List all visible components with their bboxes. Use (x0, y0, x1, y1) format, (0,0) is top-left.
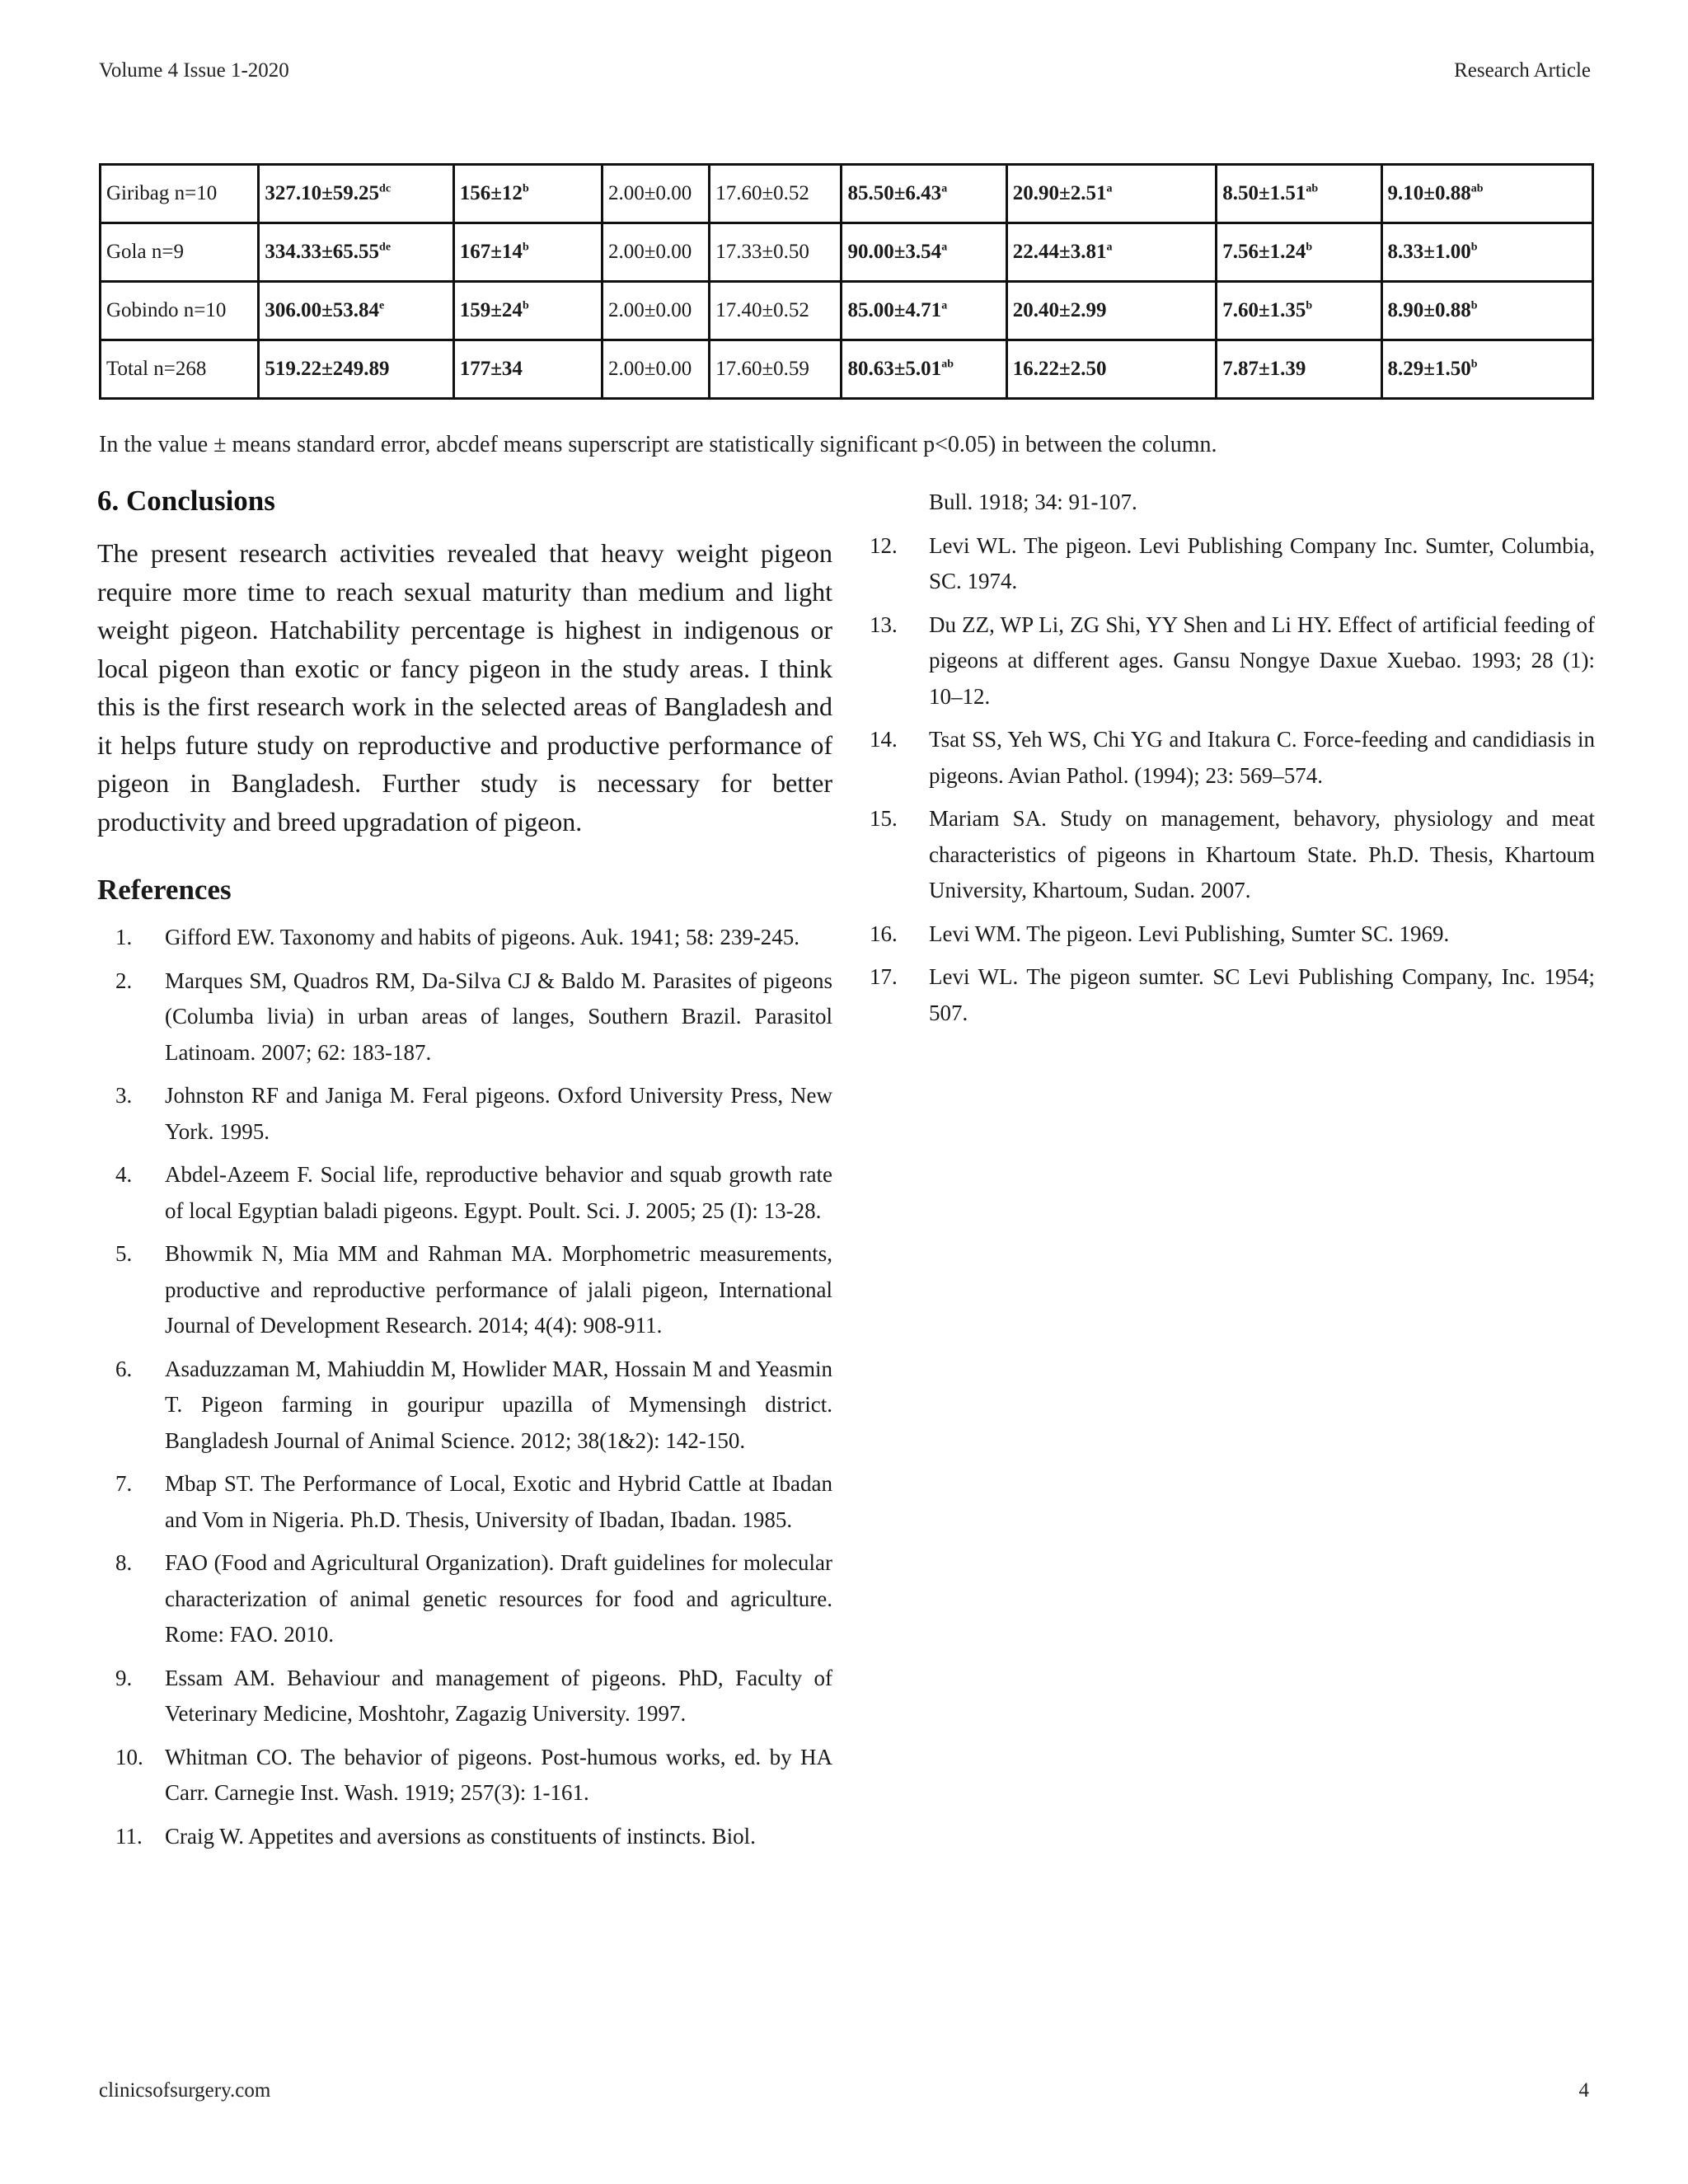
significance-superscript: a (1106, 182, 1113, 195)
cell-value: 8.50±1.51 (1222, 182, 1306, 204)
cell-value: 7.56±1.24 (1222, 241, 1306, 263)
cell-value: Gola n=9 (106, 241, 184, 263)
conclusions-heading: 6. Conclusions (97, 485, 275, 517)
table-cell (1006, 282, 1216, 340)
reference-number: 2. (115, 968, 133, 993)
table-cell (842, 223, 1006, 282)
reference-number: 4. (115, 1162, 133, 1187)
reference-text: Gifford EW. Taxonomy and habits of pigeons. Auk. 1941; 58: 239-245. (165, 925, 800, 949)
reference-item (97, 1352, 832, 1460)
reference-item (97, 1545, 832, 1653)
significance-superscript: dc (379, 182, 392, 195)
significance-superscript: b (522, 299, 529, 312)
reference-item (97, 1078, 832, 1150)
cell-value: 17.40±0.52 (715, 299, 809, 321)
significance-superscript: b (1470, 358, 1478, 371)
journal-volume: Volume 4 Issue 1-2020 (99, 59, 289, 82)
reference-number: 9. (115, 1665, 133, 1690)
reference-item (870, 916, 1595, 953)
significance-superscript: de (379, 241, 392, 254)
table-cell (842, 282, 1006, 340)
table-cell (259, 340, 453, 399)
cell-value: 177±34 (459, 358, 523, 380)
table-cell (1217, 165, 1381, 223)
cell-value: 20.40±2.99 (1012, 299, 1107, 321)
reference-number: 10. (115, 1744, 143, 1769)
table-cell (603, 223, 710, 282)
reference-number: 7. (115, 1471, 133, 1496)
significance-superscript: b (1306, 299, 1313, 312)
reference-item (97, 1740, 832, 1811)
table-cell (1217, 223, 1381, 282)
reference-text: Asaduzzaman M, Mahiuddin M, Howlider MAR, Hossain M and Yeasmin T. Pigeon farming in gouripur upazilla of Mymensingh district. Bangladesh Journal of Animal Science. 2012; 38(1&2): 142-150. (165, 1356, 832, 1453)
table-cell (1381, 282, 1592, 340)
reference-number: 15. (870, 806, 898, 831)
significance-superscript: ab (1306, 182, 1319, 195)
reference-item (97, 1466, 832, 1538)
cell-value: 22.44±3.81 (1012, 241, 1107, 263)
cell-value: 8.29±1.50 (1387, 358, 1471, 380)
reference-item (97, 920, 832, 956)
cell-value: Giribag n=10 (106, 182, 218, 204)
cell-value: 7.60±1.35 (1222, 299, 1306, 321)
reference-text: Levi WL. The pigeon. Levi Publishing Company Inc. Sumter, Columbia, SC. 1974. (929, 532, 1595, 593)
reference-item (870, 801, 1595, 909)
reference-text: Levi WL. The pigeon sumter. SC Levi Publishing Company, Inc. 1954; 507. (929, 964, 1595, 1025)
cell-value: 8.90±0.88 (1387, 299, 1471, 321)
reference-item (97, 1819, 832, 1855)
cell-value: 334.33±65.55 (265, 241, 380, 263)
table-cell (1006, 223, 1216, 282)
significance-superscript: b (1470, 299, 1478, 312)
cell-value: Gobindo n=10 (106, 299, 227, 321)
references-list-right (870, 528, 1595, 1032)
cell-value: 85.50±6.43 (847, 182, 942, 204)
significance-superscript: b (1470, 241, 1478, 254)
cell-value: 156±12 (459, 182, 523, 204)
cell-value: 519.22±249.89 (265, 358, 390, 380)
cell-value: 159±24 (459, 299, 523, 321)
reference-text: Tsat SS, Yeh WS, Chi YG and Itakura C. Force-feeding and candidiasis in pigeons. Avian Pathol. (1994); 23: 569–574. (929, 727, 1595, 788)
right-column (870, 485, 1595, 1038)
table-cell (1381, 340, 1592, 399)
significance-superscript: b (1306, 241, 1313, 254)
significance-superscript: b (522, 241, 529, 254)
table-cell (101, 223, 259, 282)
table-cell (259, 165, 453, 223)
reference-item (870, 528, 1595, 600)
reference-text: Du ZZ, WP Li, ZG Shi, YY Shen and Li HY. Effect of artificial feeding of pigeons at different ages. Gansu Nongye Daxue Xuebao. 1993; 28 (1): 10–12. (929, 612, 1595, 709)
table-cell (1006, 165, 1216, 223)
table-cell (101, 282, 259, 340)
reference-text: Essam AM. Behaviour and management of pigeons. PhD, Faculty of Veterinary Medicine, Moshtohr, Zagazig University. 1997. (165, 1665, 832, 1726)
significance-superscript: ab (941, 358, 954, 371)
cell-value: 9.10±0.88 (1387, 182, 1471, 204)
reference-text: Johnston RF and Janiga M. Feral pigeons. Oxford University Press, New York. 1995. (165, 1083, 832, 1144)
reference-text: Whitman CO. The behavior of pigeons. Post-humous works, ed. by HA Carr. Carnegie Inst. Wash. 1919; 257(3): 1-161. (165, 1744, 832, 1805)
table-cell (259, 282, 453, 340)
reference-number: 1. (115, 925, 133, 949)
cell-value: 306.00±53.84 (265, 299, 380, 321)
reference-number: 14. (870, 727, 898, 752)
table-cell (603, 282, 710, 340)
reference-number: 3. (115, 1083, 133, 1108)
reference-text: Craig W. Appetites and aversions as constituents of instincts. Biol. (165, 1823, 756, 1849)
table-row (101, 282, 1593, 340)
table-row (101, 223, 1593, 282)
significance-superscript: a (941, 299, 948, 312)
reference-number: 13. (870, 612, 898, 637)
table-row (101, 340, 1593, 399)
reference-item (97, 1661, 832, 1732)
table-cell (453, 340, 602, 399)
table-cell (1217, 282, 1381, 340)
significance-superscript: a (941, 241, 948, 254)
reference-item (97, 963, 832, 1071)
table-cell (1006, 340, 1216, 399)
table-cell (101, 165, 259, 223)
cell-value: 85.00±4.71 (847, 299, 942, 321)
table-cell (453, 282, 602, 340)
site-url: clinicsofsurgery.com (99, 2079, 271, 2102)
cell-value: 327.10±59.25 (265, 182, 380, 204)
table-cell (453, 165, 602, 223)
cell-value: 20.90±2.51 (1012, 182, 1107, 204)
references-heading: References (97, 874, 232, 906)
table-cell (842, 340, 1006, 399)
reference-text: Marques SM, Quadros RM, Da-Silva CJ & Baldo M. Parasites of pigeons (Columba livia) in urban areas of langes, Southern Brazil. Parasitol Latinoam. 2007; 62: 183-187. (165, 968, 832, 1065)
cell-value: 2.00±0.00 (608, 358, 692, 380)
reference-number: 5. (115, 1241, 133, 1266)
cell-value: Total n=268 (106, 358, 207, 380)
article-type: Research Article (1454, 59, 1591, 82)
cell-value: 2.00±0.00 (608, 182, 692, 204)
table-row (101, 165, 1593, 223)
reference-item (97, 1236, 832, 1344)
reference-text: FAO (Food and Agricultural Organization). Draft guidelines for molecular characterization of animal genetic resources for food and agriculture. Rome: FAO. 2010. (165, 1550, 832, 1647)
reference-item (97, 1157, 832, 1229)
significance-superscript: a (941, 182, 948, 195)
cell-value: 17.33±0.50 (715, 241, 809, 263)
cell-value: 17.60±0.59 (715, 358, 809, 380)
table-cell (101, 340, 259, 399)
table-cell (259, 223, 453, 282)
reference-text: Abdel-Azeem F. Social life, reproductive behavior and squab growth rate of local Egyptian baladi pigeons. Egypt. Poult. Sci. J. 2005; 25 (I): 13-28. (165, 1162, 832, 1223)
reference-text: Mbap ST. The Performance of Local, Exotic and Hybrid Cattle at Ibadan and Vom in Nigeria. Ph.D. Thesis, University of Ibadan, Ibadan. 1985. (165, 1471, 832, 1532)
table-caption: In the value ± means standard error, abcdef means superscript are statistically significant p<0.05) in between the column. (99, 432, 1217, 457)
reference-item (870, 607, 1595, 715)
significance-superscript: b (522, 182, 529, 195)
table-cell (603, 165, 710, 223)
references-list-left (97, 920, 832, 1854)
left-column (97, 485, 832, 1862)
table-cell (842, 165, 1006, 223)
reference-number: 16. (870, 921, 898, 946)
cell-value: 2.00±0.00 (608, 241, 692, 263)
reference-item (870, 722, 1595, 794)
table-cell (453, 223, 602, 282)
reference-text: Bhowmik N, Mia MM and Rahman MA. Morphometric measurements, productive and reproductive performance of jalali pigeon, International Journal of Development Research. 2014; 4(4): 908-911. (165, 1241, 832, 1338)
reference-continuation: Bull. 1918; 34: 91-107. (929, 490, 1137, 514)
significance-superscript: a (1106, 241, 1113, 254)
table-cell (1381, 223, 1592, 282)
reference-number: 6. (115, 1356, 133, 1381)
reference-number: 8. (115, 1550, 133, 1575)
table-cell (1381, 165, 1592, 223)
conclusions-text: The present research activities revealed that heavy weight pigeon require more time to reach sexual maturity than medium and light weight pigeon. Hatchability percentage is highest in indigenous or local pigeon than exotic or fancy pigeon in the study areas. I think this is the first research work in the selected areas of Bangladesh and it helps future study on reproductive and productive performance of pigeon in Bangladesh. Further study is necessary for better productivity and breed upgradation of pigeon. (97, 538, 832, 837)
reference-item (870, 959, 1595, 1031)
significance-superscript: ab (1470, 182, 1484, 195)
cell-value: 17.60±0.52 (715, 182, 809, 204)
cell-value: 167±14 (459, 241, 523, 263)
table-cell (710, 223, 842, 282)
reference-number: 11. (115, 1823, 143, 1849)
table-cell (710, 340, 842, 399)
reference-number: 12. (870, 532, 898, 558)
reference-text: Levi WM. The pigeon. Levi Publishing, Sumter SC. 1969. (929, 921, 1450, 946)
results-table (99, 163, 1594, 400)
table-cell (710, 165, 842, 223)
cell-value: 8.33±1.00 (1387, 241, 1471, 263)
page-number: 4 (1578, 2079, 1589, 2102)
cell-value: 16.22±2.50 (1012, 358, 1107, 380)
reference-number: 17. (870, 964, 898, 989)
table-cell (710, 282, 842, 340)
cell-value: 80.63±5.01 (847, 358, 942, 380)
cell-value: 90.00±3.54 (847, 241, 942, 263)
cell-value: 7.87±1.39 (1222, 358, 1306, 380)
significance-superscript: e (379, 299, 385, 312)
reference-text: Mariam SA. Study on management, behavory, physiology and meat characteristics of pigeons in Khartoum State. Ph.D. Thesis, Khartoum University, Khartoum, Sudan. 2007. (929, 806, 1595, 902)
table-cell (603, 340, 710, 399)
table-cell (1217, 340, 1381, 399)
cell-value: 2.00±0.00 (608, 299, 692, 321)
